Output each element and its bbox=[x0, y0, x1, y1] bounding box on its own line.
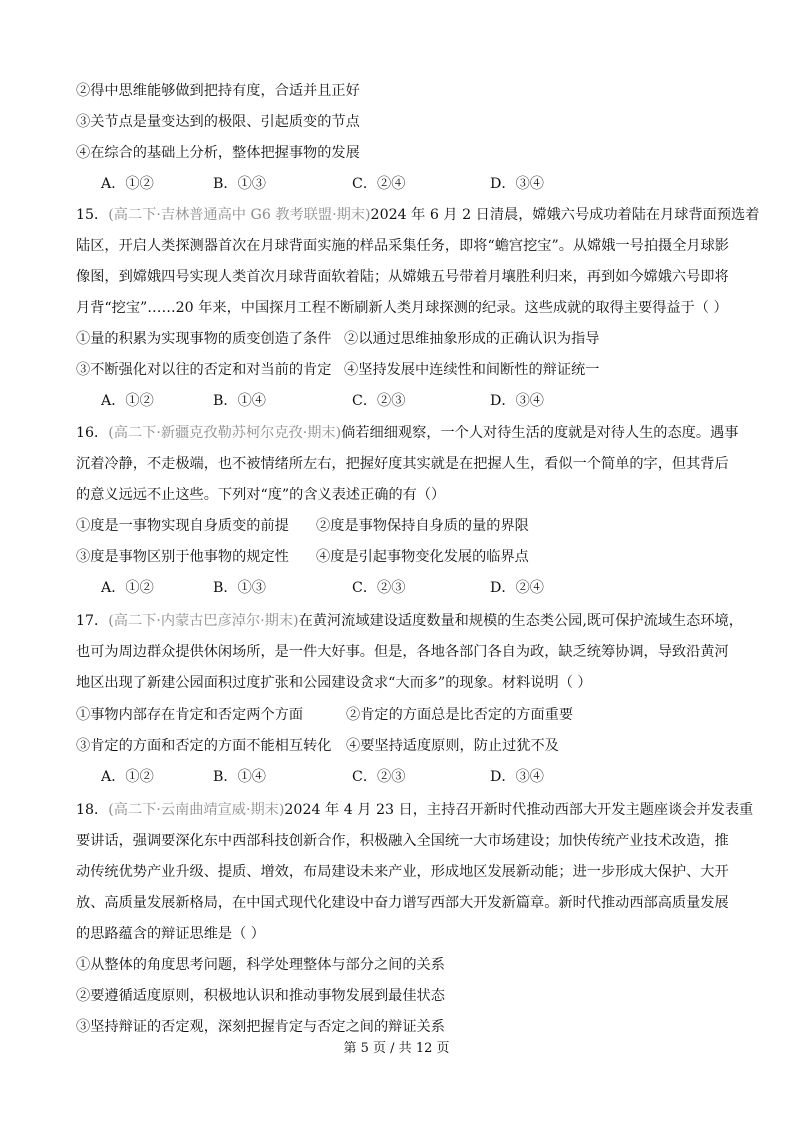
question-source: (高二下·吉林普通高中 G6 教考联盟·期末) bbox=[108, 207, 371, 223]
option-c: C．②③ bbox=[352, 769, 406, 785]
question-15-stem-line: 15．(高二下·吉林普通高中 G6 教考联盟·期末)2024 年 6 月 2 日清晨，嫦娥六号成功着陆在月球背面预选着 bbox=[76, 207, 760, 223]
answer-options bbox=[101, 391, 701, 411]
option-d: D．③④ bbox=[490, 176, 544, 192]
option-b: B．①④ bbox=[213, 393, 266, 409]
statement: ④坚持发展中连续性和间断性的辩证统一 bbox=[344, 362, 600, 378]
question-18-stem-line: 要讲话，强调要深化东中西部科技创新合作，积极融入全国统一大市场建设；加快传统产业技术改造，推 bbox=[76, 833, 729, 849]
option-b: B．①③ bbox=[213, 176, 266, 192]
statement: ②度是事物保持自身质的量的界限 bbox=[316, 518, 529, 534]
statement: ①度是一事物实现自身质变的前提 bbox=[76, 518, 289, 534]
option-c: C．②③ bbox=[352, 393, 406, 409]
answer-options bbox=[101, 174, 701, 194]
question-number: 17． bbox=[76, 613, 109, 629]
statement: ①量的积累为实现事物的质变创造了条件 bbox=[76, 331, 332, 347]
statement: ①事物内部存在肯定和否定两个方面 bbox=[76, 707, 304, 723]
question-number: 15． bbox=[76, 207, 109, 223]
question-number: 16． bbox=[76, 425, 109, 441]
statement-row bbox=[76, 360, 726, 380]
option-d: D．②④ bbox=[490, 580, 544, 596]
option-a: A．①② bbox=[101, 580, 154, 596]
statement: ④在综合的基础上分析，整体把握事物的发展 bbox=[76, 145, 360, 161]
statement: ②以通过思维抽象形成的正确认识为指导 bbox=[344, 331, 600, 347]
statement-row bbox=[76, 329, 726, 349]
question-18-stem-line: 的思路蕴含的辩证思维是（ ） bbox=[76, 926, 265, 942]
statement-row bbox=[76, 705, 726, 725]
question-16-stem-line: 16．(高二下·新疆克孜勒苏柯尔克孜·期末)倘若细细观察，一个人对待生活的度就是对待人生的态度。遇事 bbox=[76, 425, 739, 441]
statement: ③肯定的方面和否定的方面不能相互转化 bbox=[76, 738, 332, 754]
statement: ③度是事物区别于他事物的规定性 bbox=[76, 549, 289, 565]
statement-row bbox=[76, 736, 726, 756]
statement-row bbox=[76, 516, 726, 536]
question-16-stem-line: 沉着冷静，不走极端，也不被情绪所左右，把握好度其实就是在把握人生，看似一个简单的字，但其背后 bbox=[76, 456, 729, 472]
question-17-stem-line: 也可为周边群众提供休闲场所，是一件大好事。但是，各地各部门各自为政，缺乏统筹协调，导致沿黄河 bbox=[76, 644, 729, 660]
question-17-stem-line: 17．(高二下·内蒙古巴彦淖尔·期末)在黄河流域建设适度数量和规模的生态类公园,既可保护流域生态环境， bbox=[76, 613, 743, 629]
option-b: B．①④ bbox=[213, 769, 266, 785]
question-17-stem-line: 地区出现了新建公园面积过度扩张和公园建设贪求“大而多”的现象。材料说明（ ） bbox=[76, 675, 592, 691]
question-source: (高二下·新疆克孜勒苏柯尔克孜·期末) bbox=[108, 425, 342, 441]
statement-row bbox=[76, 547, 726, 567]
statement: ④要坚持适度原则，防止过犹不及 bbox=[346, 738, 559, 754]
question-18-stem-line: 18．(高二下·云南曲靖宣威·期末)2024 年 4 月 23 日，主持召开新时代推动西部大开发主题座谈会并发表重 bbox=[76, 802, 754, 818]
question-15-stem-line: 陆区，开启人类探测器首次在月球背面实施的样品采集任务，即将“蟾宫挖宝”。从嫦娥一号拍摄全月球影 bbox=[76, 238, 729, 254]
question-15-stem-line: 像图，到嫦娥四号实现人类首次月球背面软着陆；从嫦娥五号带着月壤胜利归来，再到如今嫦娥六号即将 bbox=[76, 269, 729, 285]
question-18-stem-line: 放、高质量发展新格局，在中国式现代化建设中奋力谱写西部大开发新篇章。新时代推动西部高质量发展 bbox=[76, 895, 729, 911]
option-a: A．①② bbox=[101, 176, 154, 192]
option-c: C．②④ bbox=[352, 176, 406, 192]
option-c: C．②③ bbox=[352, 580, 406, 596]
question-number: 18． bbox=[76, 802, 109, 818]
statement: ①从整体的角度思考问题，科学处理整体与部分之间的关系 bbox=[76, 957, 445, 973]
question-16-stem-line: 的意义远远不止这些。下列对“度”的含义表述正确的有（） bbox=[76, 487, 446, 503]
option-d: D．③④ bbox=[490, 393, 544, 409]
answer-options bbox=[101, 767, 701, 787]
answer-options bbox=[101, 578, 701, 598]
statement: ④度是引起事物变化发展的临界点 bbox=[316, 549, 529, 565]
question-18-stem-line: 动传统优势产业升级、提质、增效，布局建设未来产业，形成地区发展新动能；进一步形成大保护、大开 bbox=[76, 864, 729, 880]
question-15-stem-line: 月背“挖宝”……20 年来，中国探月工程不断刷新人类月球探测的纪录。这些成就的取得主要得益于（ ） bbox=[76, 300, 728, 316]
page-footer: 第 5 页 / 共 12 页 bbox=[343, 1041, 450, 1056]
option-a: A．①② bbox=[101, 393, 154, 409]
statement: ②肯定的方面总是比否定的方面重要 bbox=[346, 707, 574, 723]
statement: ③不断强化对以往的否定和对当前的肯定 bbox=[76, 362, 332, 378]
statement: ②要遵循适度原则，积极地认识和推动事物发展到最佳状态 bbox=[76, 988, 445, 1004]
option-d: D．③④ bbox=[490, 769, 544, 785]
question-source: (高二下·云南曲靖宣威·期末) bbox=[108, 802, 285, 818]
option-a: A．①② bbox=[101, 769, 154, 785]
statement: ③关节点是量变达到的极限、引起质变的节点 bbox=[76, 114, 360, 130]
statement: ②得中思维能够做到把持有度，合适并且正好 bbox=[76, 83, 360, 99]
question-source: (高二下·内蒙古巴彦淖尔·期末) bbox=[108, 613, 299, 629]
statement: ③坚持辩证的否定观，深刻把握肯定与否定之间的辩证关系 bbox=[76, 1019, 445, 1035]
option-b: B．①③ bbox=[213, 580, 266, 596]
